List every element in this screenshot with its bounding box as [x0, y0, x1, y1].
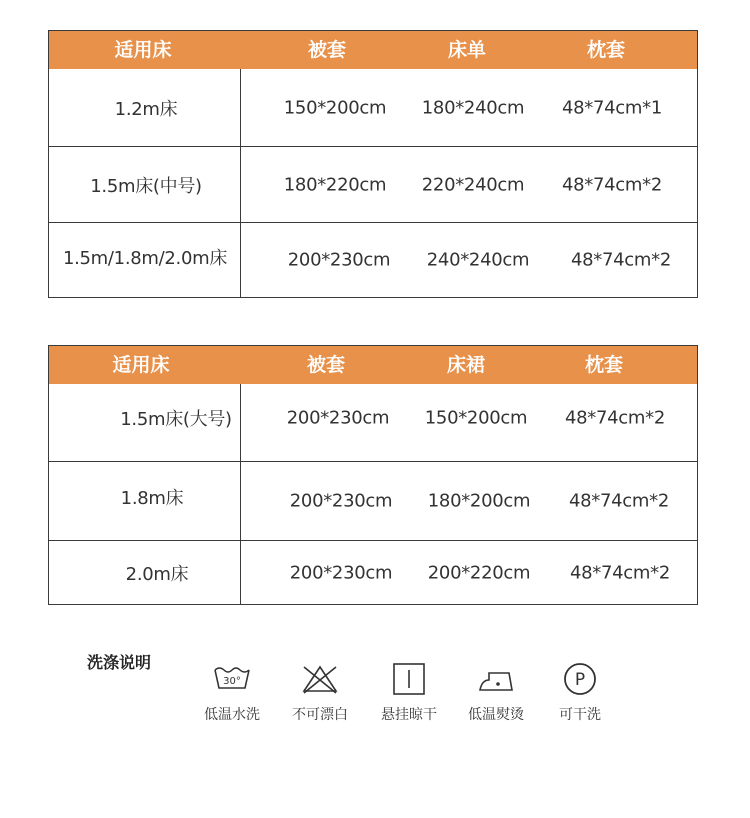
header-duvet: 被套	[306, 354, 346, 376]
table-row: 2.0m床 200*230cm 200*220cm 48*74cm*2	[49, 540, 697, 604]
table-header	[49, 31, 697, 69]
header-bed: 适用床	[114, 39, 172, 61]
header-sheet: 床单	[447, 39, 487, 61]
table-header	[49, 346, 697, 384]
care-label: 悬挂晾干	[381, 707, 437, 723]
care-label: 可干洗	[559, 707, 601, 723]
dry-clean-icon	[560, 662, 600, 696]
care-item-wash	[187, 662, 277, 724]
no-bleach-icon	[300, 662, 340, 696]
wash-instructions-title: 洗涤说明	[87, 653, 152, 672]
hang-dry-icon	[389, 662, 429, 696]
svg-text:P: P	[574, 670, 586, 690]
care-item-bleach	[275, 662, 365, 724]
care-label: 不可漂白	[292, 707, 348, 723]
header-pillow: 枕套	[584, 354, 624, 376]
care-item-dryclean	[535, 662, 625, 724]
header-pillow: 枕套	[586, 39, 626, 61]
header-duvet: 被套	[307, 39, 347, 61]
wash-30-icon	[212, 662, 252, 696]
low-iron-icon	[476, 662, 516, 696]
table-row: 1.5m床(中号) 180*220cm 220*240cm 48*74cm*2	[49, 146, 697, 222]
table-row: 1.5m床(大号) 200*230cm 150*200cm 48*74cm*2	[120, 407, 665, 430]
size-table-1	[48, 30, 698, 298]
table-row: 1.5m/1.8m/2.0m床 200*230cm 240*240cm 48*74cm*2	[49, 222, 697, 297]
header-bed: 适用床	[112, 354, 170, 376]
care-label: 低温水洗	[204, 707, 260, 723]
header-bedskirt: 床裙	[446, 354, 486, 376]
table-row: 1.2m床 150*200cm 180*240cm 48*74cm*1	[114, 97, 662, 120]
table-row: 1.8m床 200*230cm 180*200cm 48*74cm*2	[49, 461, 697, 540]
care-label: 低温熨烫	[468, 707, 524, 723]
svg-text:30°: 30°	[223, 676, 241, 687]
size-table-2	[48, 345, 698, 605]
care-item-iron	[451, 662, 541, 724]
care-item-dry	[364, 662, 454, 724]
